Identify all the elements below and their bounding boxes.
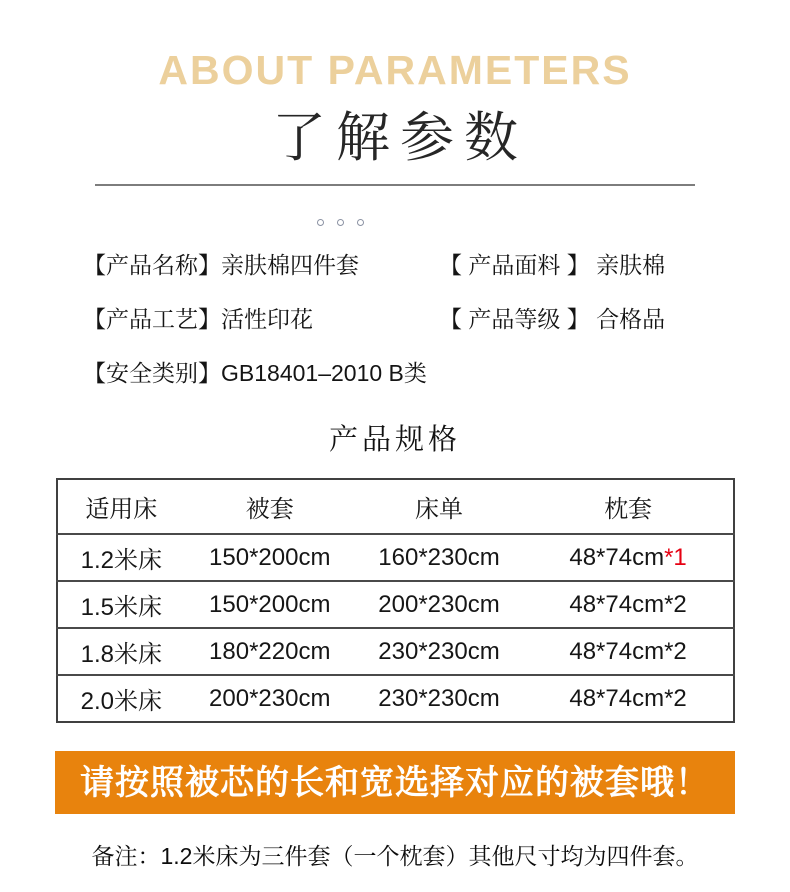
duvet-cell: 180*220cm — [185, 628, 354, 675]
col-header-pillow: 枕套 — [524, 479, 734, 534]
bed-cell: 2.0米床 — [80, 688, 162, 716]
spec-table-row — [57, 581, 734, 628]
spec-section-title: 产品规格 — [328, 424, 461, 457]
bed-cell: 1.5米床 — [57, 581, 186, 628]
pillow-size: 48*74cm — [569, 543, 665, 571]
product-name-label: 【产品名称】亲肤棉四件套 — [83, 251, 359, 278]
bed-cell: 1.8米床 — [57, 628, 186, 675]
info-row-craft-grade — [83, 303, 735, 331]
sheet-cell: 160*230cm — [354, 534, 523, 581]
product-info-list — [55, 249, 735, 385]
col-header-duvet: 被套 — [185, 479, 354, 534]
pillow-cell — [524, 675, 734, 722]
col-header-bed: 适用床 — [57, 479, 186, 534]
pillow-count: *2 — [664, 590, 687, 618]
spec-table-row — [57, 534, 734, 581]
duvet-cell: 150*200cm — [185, 534, 354, 581]
sheet-cell: 200*230cm — [354, 581, 523, 628]
sheet-cell: 230*230cm — [378, 684, 500, 712]
product-grade-label: 【 产品等级 】 合格品 — [439, 305, 666, 332]
footnote: 备注：1.2米床为三件套（一个枕套）其他尺寸均为四件套。 — [91, 843, 699, 870]
spec-table-row — [57, 675, 734, 722]
spec-table-body — [57, 534, 734, 722]
dot-icon — [337, 219, 344, 226]
sheet-cell: 230*230cm — [354, 628, 523, 675]
bed-cell: 1.2米床 — [57, 534, 186, 581]
pillow-cell — [524, 628, 734, 675]
pillow-cell — [524, 534, 734, 581]
info-row-name-fabric — [83, 249, 735, 277]
size-spec-table — [56, 478, 735, 723]
pillow-count: *2 — [664, 637, 687, 665]
info-row-safety — [83, 357, 735, 385]
pillow-size: 48*74cm — [569, 637, 665, 665]
spec-table-header-row — [57, 479, 734, 534]
pillow-cell — [524, 581, 734, 628]
dot-icon — [357, 219, 364, 226]
product-fabric-label: 【 产品面料 】 亲肤棉 — [439, 251, 666, 278]
tip-banner-text: 请按照被芯的长和宽选择对应的被套哦！ — [80, 763, 710, 802]
duvet-cell: 150*200cm — [185, 581, 354, 628]
tip-banner — [55, 751, 735, 814]
col-header-sheet: 床单 — [354, 479, 523, 534]
section-title: 了解参数 — [272, 108, 528, 168]
section-subtitle-en: ABOUT PARAMETERS — [158, 47, 632, 93]
product-craft-label: 【产品工艺】活性印花 — [83, 305, 313, 332]
dot-icon — [317, 219, 324, 226]
pillow-size: 48*74cm — [569, 684, 665, 712]
pillow-count: *2 — [664, 684, 687, 712]
title-divider — [95, 184, 695, 186]
duvet-cell: 200*230cm — [209, 684, 331, 712]
pillow-count: *1 — [664, 543, 687, 571]
safety-category-label: 【安全类别】GB18401–2010 B类 — [83, 359, 427, 386]
spec-table-row — [57, 628, 734, 675]
decorative-dots — [0, 219, 735, 227]
pillow-size: 48*74cm — [569, 590, 665, 618]
